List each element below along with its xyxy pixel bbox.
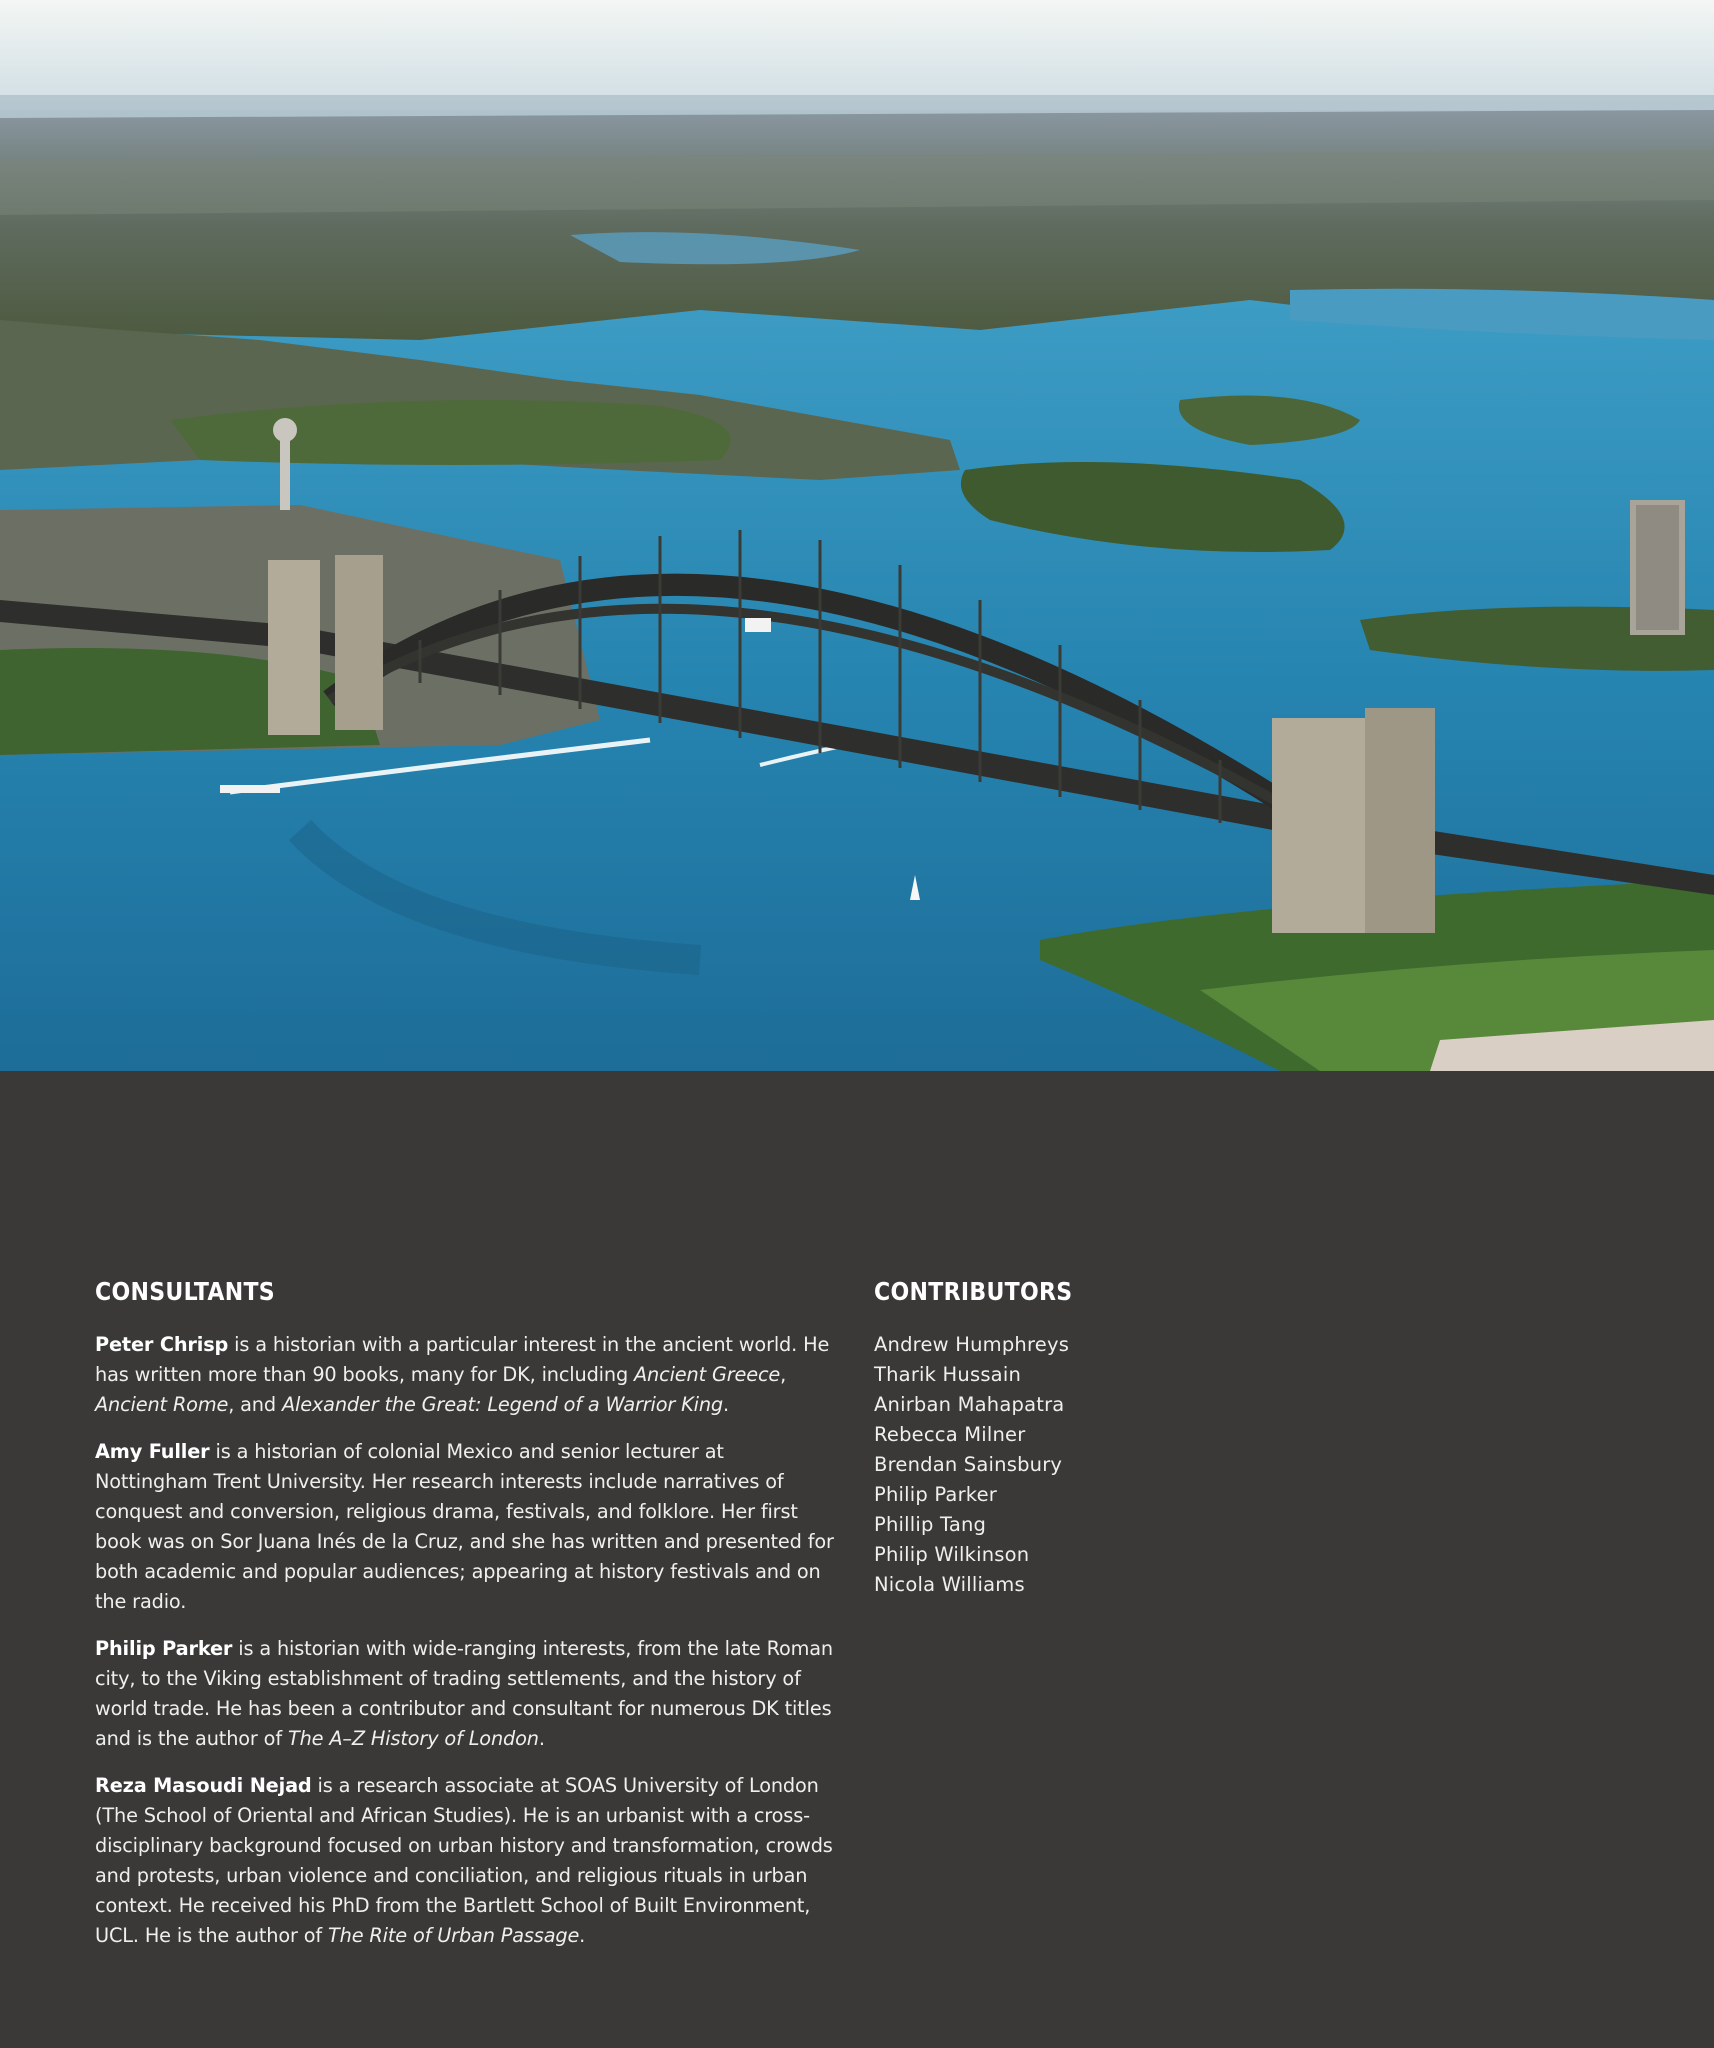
bio-text: , and — [228, 1393, 282, 1416]
bio-text: is a historian of colonial Mexico and senior lecturer at Nottingham Trent University. Her research interests include narratives of conquest and conversion, religious drama, festivals, and folklore. Her first book was on Sor Juana Inés de la Cruz, and she has written and presented for both academic and popular audiences; appearing at history festivals and on the radio. — [95, 1440, 834, 1613]
consultant-name: Philip Parker — [95, 1637, 233, 1660]
consultant-name: Peter Chrisp — [95, 1333, 229, 1356]
bio-text: . — [538, 1727, 545, 1750]
consultants-heading: CONSULTANTS — [95, 1277, 275, 1306]
contributor-name: Anirban Mahapatra — [874, 1393, 1065, 1416]
contributors-section — [874, 1272, 1294, 1600]
bio-text: is a historian with a particular interest in the ancient world. He has written more than 90 books, many for DK, including — [95, 1333, 830, 1386]
contributor-name: Philip Wilkinson — [874, 1543, 1030, 1566]
consultant-bio-amy-fuller — [95, 1437, 835, 1617]
consultant-bio-peter-chrisp — [95, 1330, 835, 1420]
consultants-section — [95, 1272, 835, 1968]
contributor-name: Tharik Hussain — [874, 1363, 1022, 1386]
consultant-name: Reza Masoudi Nejad — [95, 1774, 312, 1797]
book-title: Alexander the Great: Legend of a Warrior King — [281, 1393, 724, 1416]
consultant-bio-philip-parker — [95, 1634, 835, 1754]
consultant-name: Amy Fuller — [95, 1440, 210, 1463]
bio-text: . — [579, 1924, 586, 1947]
bio-text: . — [723, 1393, 730, 1416]
consultant-bio-reza-masoudi-nejad — [95, 1771, 835, 1951]
contributor-name: Brendan Sainsbury — [874, 1453, 1063, 1476]
book-title: Ancient Greece — [634, 1363, 781, 1386]
book-title: Ancient Rome — [95, 1393, 229, 1416]
contributor-name: Phillip Tang — [874, 1513, 987, 1536]
contributor-name: Nicola Williams — [874, 1573, 1025, 1596]
bio-text: is a historian with wide-ranging interests, from the late Roman city, to the Viking establishment of trading settlements, and the history of world trade. He has been a contributor and consultant for numerous DK titles and is the author of — [95, 1637, 833, 1750]
contributors-heading: CONTRIBUTORS — [874, 1277, 1073, 1306]
contributor-name: Andrew Humphreys — [874, 1333, 1070, 1356]
contributors-list — [874, 1330, 1294, 1600]
book-title: The Rite of Urban Passage — [328, 1924, 580, 1947]
bio-text: is a research associate at SOAS University of London (The School of Oriental and African Studies). He is an urbanist with a cross-disciplinary background focused on urban history and transformation, crowds and protests, urban violence and conciliation, and religious rituals in urban context. He received his PhD from the Bartlett School of Built Environment, UCL. He is the author of — [95, 1774, 833, 1947]
book-title: The A–Z History of London — [287, 1727, 539, 1750]
contributor-name: Philip Parker — [874, 1483, 998, 1506]
contributor-name: Rebecca Milner — [874, 1423, 1026, 1446]
bio-text: , — [780, 1363, 787, 1386]
